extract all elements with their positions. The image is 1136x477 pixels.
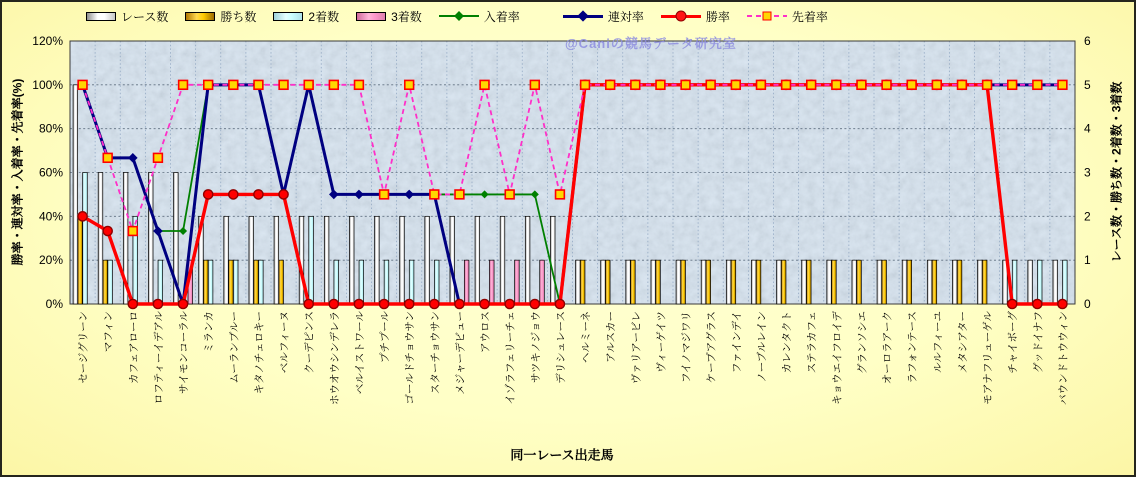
legend-label-rentai-rate: 連対率 xyxy=(607,9,644,24)
bar-レース数-メタシアター xyxy=(952,260,957,304)
bar-3着数-イゾラフェリーチェ xyxy=(515,260,520,304)
sensho-rate-marker xyxy=(681,80,690,89)
right-axis-tick-label: 5 xyxy=(1084,77,1091,92)
left-axis-tick-label: 100% xyxy=(32,77,63,92)
right-axis-tick-label: 0 xyxy=(1084,297,1091,311)
category-label-カフェアローロ: カフェアローロ xyxy=(127,311,140,384)
bar-レース数-サツキノジョウ xyxy=(525,216,530,304)
bar-レース数-グッドイナフ xyxy=(1028,260,1033,304)
bar-2着数-ゴールドチョウサン xyxy=(409,260,414,304)
right-axis-tick-label: 3 xyxy=(1084,165,1091,180)
win-rate-marker xyxy=(254,190,263,199)
bar-2着数-ホウオウシンデレラ xyxy=(334,260,339,304)
sensho-rate-marker xyxy=(556,190,565,199)
category-label-ムーランブルー: ムーランブルー xyxy=(228,311,241,384)
win-rate-marker xyxy=(530,299,539,308)
x-axis-title: 同一レース出走馬 xyxy=(510,447,614,463)
right-axis-tick-label: 4 xyxy=(1084,121,1091,136)
bar-レース数-ベルイストワール xyxy=(349,216,354,304)
chart-canvas xyxy=(2,2,1134,475)
bar-勝ち数-フイノマジワリ xyxy=(681,260,686,304)
category-label-キタノチェロキー: キタノチェロキー xyxy=(253,311,266,395)
win-rate-marker xyxy=(354,299,363,308)
bar-勝ち数-ヘルミーネ xyxy=(580,260,585,304)
category-label-ヴァリアービレ: ヴァリアービレ xyxy=(630,311,643,385)
sensho-rate-marker xyxy=(857,80,866,89)
sensho-rate-marker xyxy=(355,80,364,89)
bar-勝ち数-カレンタクト xyxy=(781,260,786,304)
bar-2着数-ベルイストワール xyxy=(359,260,364,304)
bar-レース数-デリシュレース xyxy=(550,216,555,304)
category-label-アルスカー: アルスカー xyxy=(605,311,618,363)
bar-レース数-ゴールドチョウサン xyxy=(400,216,405,304)
sensho-rate-marker xyxy=(882,80,891,89)
win-rate-marker xyxy=(505,299,514,308)
left-axis-tick-label: 20% xyxy=(38,253,63,268)
sensho-rate-marker xyxy=(279,80,288,89)
sensho-rate-marker xyxy=(907,80,916,89)
category-label-グランソシエ: グランソシエ xyxy=(856,311,869,374)
sensho-rate-marker xyxy=(706,80,715,89)
sensho-rate-marker xyxy=(103,153,112,162)
sensho-rate-marker xyxy=(480,80,489,89)
bar-レース数-オーロラアーク xyxy=(877,260,882,304)
win-rate-marker xyxy=(304,299,313,308)
bar-勝ち数-ファインデイ xyxy=(731,260,736,304)
bar-勝ち数-ベルフィーヌ xyxy=(279,260,284,304)
sensho-rate-marker xyxy=(631,80,640,89)
category-label-メジャーデビュー: メジャーデビュー xyxy=(454,311,467,395)
category-label-イゾラフェリーチェ: イゾラフェリーチェ xyxy=(504,311,517,405)
sensho-rate-marker xyxy=(1058,80,1067,89)
bar-レース数-ルルフィーユ xyxy=(927,260,932,304)
legend-label-placing-rate: 入着率 xyxy=(483,9,520,24)
bar-勝ち数-ラフォンテース xyxy=(907,260,912,304)
bar-勝ち数-ケープアグラス xyxy=(706,260,711,304)
sensho-rate-marker xyxy=(254,80,263,89)
left-axis-tick-label: 60% xyxy=(38,165,63,180)
bar-レース数-カレンタクト xyxy=(777,260,782,304)
category-label-サイモンコーラル: サイモンコーラル xyxy=(178,311,191,394)
category-label-デリシュレース: デリシュレース xyxy=(554,311,567,384)
sensho-rate-marker xyxy=(832,80,841,89)
bar-レース数-ノーブルレイン xyxy=(751,260,756,304)
bar-3着数-メジャーデビュー xyxy=(464,260,469,304)
sensho-rate-marker xyxy=(1008,80,1017,89)
left-axis-tick-label: 120% xyxy=(32,34,63,48)
bar-2着数-ロフティーイデアル xyxy=(158,260,163,304)
bar-勝ち数-ムーランブルー xyxy=(229,260,234,304)
category-label-ロフティーイデアル: ロフティーイデアル xyxy=(152,311,165,405)
bar-3着数-サツキノジョウ xyxy=(540,260,545,304)
category-label-ファインデイ: ファインデイ xyxy=(730,311,743,374)
win-rate-marker xyxy=(480,299,489,308)
sensho-rate-marker xyxy=(329,80,338,89)
right-axis-tick-label: 1 xyxy=(1084,253,1091,268)
legend-label-win-rate: 勝率 xyxy=(705,9,730,24)
sensho-rate-marker xyxy=(405,80,414,89)
sensho-rate-marker xyxy=(179,80,188,89)
category-label-プチプール: プチプール xyxy=(379,311,392,363)
category-label-バウンドトウウィン: バウンドトウウィン xyxy=(1057,311,1070,405)
bar-レース数-アウロス xyxy=(475,216,480,304)
bar-2着数-スターチョウサン xyxy=(434,260,439,304)
left-axis-tick-label: 40% xyxy=(38,209,63,224)
category-label-ラフォンテース: ラフォンテース xyxy=(906,311,919,384)
bar-レース数-ヘルミーネ xyxy=(576,260,581,304)
category-label-マフィン: マフィン xyxy=(102,311,115,353)
bar-勝ち数-ヴァリアービレ xyxy=(631,260,636,304)
category-label-ヴィーゲイツ: ヴィーゲイツ xyxy=(655,311,668,373)
bar-3着数-アウロス xyxy=(489,260,494,304)
sensho-rate-marker xyxy=(430,190,439,199)
category-label-ベルフィーヌ: ベルフィーヌ xyxy=(278,311,291,374)
category-label-メタシアター: メタシアター xyxy=(956,311,969,374)
category-label-アウロス: アウロス xyxy=(479,311,492,353)
category-label-ルルフィーユ: ルルフィーユ xyxy=(931,311,944,373)
win-rate-marker xyxy=(103,226,112,235)
bar-レース数-ホウオウシンデレラ xyxy=(324,216,329,304)
sensho-rate-marker xyxy=(932,80,941,89)
bar-勝ち数-ミランカ xyxy=(203,260,208,304)
bar-レース数-ケープアグラス xyxy=(701,260,706,304)
bar-レース数-ステラカフェ xyxy=(802,260,807,304)
bar-レース数-イゾラフェリーチェ xyxy=(500,216,505,304)
bar-レース数-マフィン xyxy=(98,173,103,305)
left-axis-title: 勝率・連対率・入着率・先着率(%) xyxy=(10,78,25,266)
bar-勝ち数-キタノチェロキー xyxy=(254,260,259,304)
bar-勝ち数-グランソシエ xyxy=(857,260,862,304)
category-label-ヘルミーネ: ヘルミーネ xyxy=(580,311,593,363)
win-rate-marker xyxy=(128,299,137,308)
category-label-ステラカフェ: ステラカフェ xyxy=(806,311,819,374)
bar-2着数-キタノチェロキー xyxy=(259,260,264,304)
bar-レース数-プチプール xyxy=(375,216,380,304)
left-axis-tick-label: 80% xyxy=(38,121,63,136)
sensho-rate-marker xyxy=(958,80,967,89)
win-rate-marker xyxy=(405,299,414,308)
bar-レース数-バウンドトウウィン xyxy=(1053,260,1058,304)
bar-レース数-ファインデイ xyxy=(726,260,731,304)
win-rate-marker xyxy=(1008,299,1017,308)
win-rate-marker xyxy=(229,190,238,199)
category-label-カレンタクト: カレンタクト xyxy=(781,311,794,374)
bar-2着数-バウンドトウウィン xyxy=(1063,260,1068,304)
bar-レース数-ロフティーイデアル xyxy=(148,173,153,305)
category-label-サツキノジョウ: サツキノジョウ xyxy=(529,311,542,384)
bar-2着数-ムーランブルー xyxy=(233,260,238,304)
sensho-rate-marker xyxy=(782,80,791,89)
bar-2着数-プチプール xyxy=(384,260,389,304)
category-label-ベルイストワール: ベルイストワール xyxy=(353,311,366,395)
bar-勝ち数-セージグリーン xyxy=(78,216,83,304)
category-label-ケープアグラス: ケープアグラス xyxy=(705,311,718,384)
bar-勝ち数-アルスカー xyxy=(605,260,610,304)
sensho-rate-marker xyxy=(380,190,389,199)
bar-2着数-クーデピンス xyxy=(309,216,314,304)
sensho-rate-marker xyxy=(581,80,590,89)
sensho-rate-marker xyxy=(154,153,163,162)
bar-勝ち数-ステラカフェ xyxy=(806,260,811,304)
sensho-rate-marker xyxy=(731,80,740,89)
bar-レース数-フイノマジワリ xyxy=(676,260,681,304)
category-label-ノーブルレイン: ノーブルレイン xyxy=(755,311,768,383)
win-rate-marker xyxy=(1033,299,1042,308)
bar-2着数-セージグリーン xyxy=(83,173,88,305)
sensho-rate-marker xyxy=(229,80,238,89)
right-axis-tick-label: 6 xyxy=(1084,34,1091,48)
win-rate-marker xyxy=(204,190,213,199)
legend-label-thirds: 3着数 xyxy=(391,9,422,24)
win-rate-marker xyxy=(379,299,388,308)
win-rate-marker xyxy=(178,299,187,308)
bar-勝ち数-オーロラアーク xyxy=(882,260,887,304)
category-label-ミランカ: ミランカ xyxy=(203,311,216,353)
bar-レース数-ラフォンテース xyxy=(902,260,907,304)
bar-レース数-グランソシエ xyxy=(852,260,857,304)
category-label-ゴールドチョウサン: ゴールドチョウサン xyxy=(404,311,417,405)
category-label-オーロラアーク: オーロラアーク xyxy=(881,311,894,385)
bar-レース数-キョウエイフロイデ xyxy=(827,260,832,304)
win-rate-marker xyxy=(430,299,439,308)
win-rate-marker xyxy=(78,212,87,221)
right-axis-tick-label: 2 xyxy=(1084,209,1091,224)
category-label-ホウオウシンデレラ: ホウオウシンデレラ xyxy=(328,311,341,406)
sensho-rate-marker xyxy=(606,80,615,89)
category-label-グッドイナフ: グッドイナフ xyxy=(1032,311,1045,373)
bar-レース数-スターチョウサン xyxy=(425,216,430,304)
bar-2着数-ミランカ xyxy=(208,260,213,304)
watermark: @Caniの競馬データ研究室 xyxy=(565,36,737,51)
bar-レース数-ベルフィーヌ xyxy=(274,216,279,304)
category-label-フイノマジワリ: フイノマジワリ xyxy=(680,311,693,383)
bar-勝ち数-ヴィーゲイツ xyxy=(656,260,661,304)
bar-勝ち数-キョウエイフロイデ xyxy=(832,260,837,304)
win-rate-marker xyxy=(153,299,162,308)
sensho-rate-marker xyxy=(204,80,213,89)
bar-レース数-ムーランブルー xyxy=(224,216,229,304)
bar-勝ち数-メタシアター xyxy=(957,260,962,304)
bar-レース数-ヴァリアービレ xyxy=(626,260,631,304)
bar-勝ち数-モアナフリューゲル xyxy=(982,260,987,304)
bar-レース数-キタノチェロキー xyxy=(249,216,254,304)
legend-label-seconds: 2着数 xyxy=(308,9,340,24)
sensho-rate-marker xyxy=(455,190,464,199)
sensho-rate-marker xyxy=(757,80,766,89)
left-axis-tick-label: 0% xyxy=(45,297,63,311)
win-rate-marker xyxy=(455,299,464,308)
right-axis-title: レース数・勝ち数・2着数・3着数 xyxy=(1109,81,1124,263)
sensho-rate-marker xyxy=(983,80,992,89)
bar-レース数-ヴィーゲイツ xyxy=(651,260,656,304)
bar-2着数-マフィン xyxy=(108,260,113,304)
sensho-rate-marker xyxy=(807,80,816,89)
category-label-モアナフリューゲル: モアナフリューゲル xyxy=(982,311,995,405)
legend-label-races: レース数 xyxy=(121,9,169,24)
category-label-クーデピンス: クーデピンス xyxy=(303,311,316,374)
bar-2着数-グッドイナフ xyxy=(1037,260,1042,304)
sensho-rate-marker xyxy=(78,80,87,89)
bar-勝ち数-ノーブルレイン xyxy=(756,260,761,304)
legend-label-wins: 勝ち数 xyxy=(220,9,257,24)
bar-レース数-モアナフリューゲル xyxy=(978,260,983,304)
bar-勝ち数-ルルフィーユ xyxy=(932,260,937,304)
bar-勝ち数-マフィン xyxy=(103,260,108,304)
sensho-rate-marker xyxy=(304,80,313,89)
category-label-チャイボーグ: チャイボーグ xyxy=(1007,311,1020,374)
win-rate-marker xyxy=(279,190,288,199)
sensho-rate-marker xyxy=(530,80,539,89)
sensho-rate-marker xyxy=(656,80,665,89)
win-rate-marker xyxy=(329,299,338,308)
win-rate-marker xyxy=(1058,299,1067,308)
category-label-セージグリーン: セージグリーン xyxy=(77,311,90,384)
bar-レース数-セージグリーン xyxy=(73,85,78,304)
win-rate-marker xyxy=(555,299,564,308)
sensho-rate-marker xyxy=(505,190,514,199)
category-label-スターチョウサン: スターチョウサン xyxy=(429,311,442,395)
legend-label-sensho-rate: 先着率 xyxy=(791,9,828,24)
sensho-rate-marker xyxy=(1033,80,1042,89)
category-label-キョウエイフロイデ: キョウエイフロイデ xyxy=(831,311,844,405)
sensho-rate-marker xyxy=(128,227,137,236)
bar-レース数-アルスカー xyxy=(601,260,606,304)
